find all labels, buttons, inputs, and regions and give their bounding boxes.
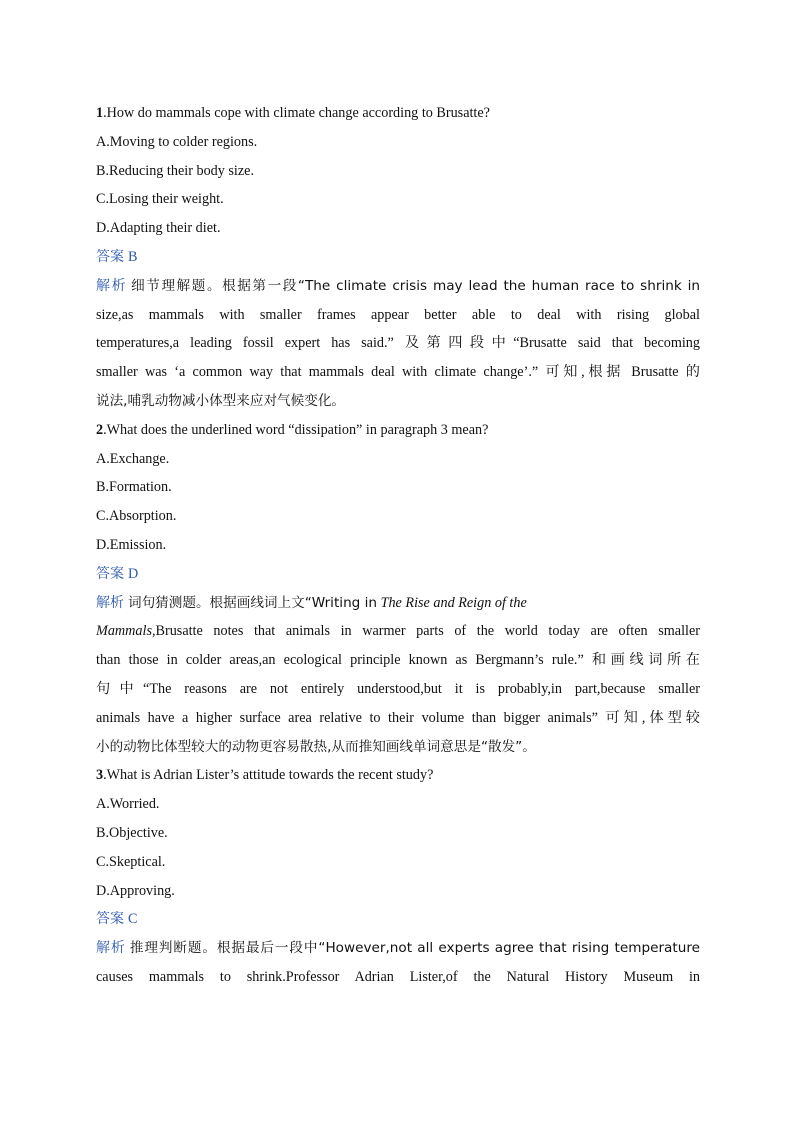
question-1-option-a: A.Moving to colder regions. xyxy=(96,133,258,150)
answer-label: 答案 xyxy=(96,911,124,928)
analysis-text: ,Brusatte notes that animals in warmer parts of the world today are often smaller xyxy=(151,623,700,640)
question-2-option-a: A.Exchange. xyxy=(96,450,170,467)
question-1-text: .How do mammals cope with climate change according to Brusatte? xyxy=(103,105,490,121)
analysis-label: 解析 xyxy=(96,594,124,611)
question-2-analysis-line-6: 小的动物比体型较大的动物更容易散热,从而推知画线单词意思是“散发”。 xyxy=(96,738,536,755)
question-1-analysis-line-3: temperatures,a leading fossil expert has said.” 及第四段中“Brusatte said that becoming xyxy=(96,335,700,352)
answer-value: D xyxy=(128,565,139,582)
question-1-stem xyxy=(96,99,700,128)
question-2-analysis-line-2 xyxy=(96,617,700,646)
question-1-number: 1 xyxy=(96,105,104,121)
question-1-analysis-line-5: 说法,哺乳动物减小体型来应对气候变化。 xyxy=(96,392,346,409)
question-3-option-b: B.Objective. xyxy=(96,824,168,841)
answer-value: B xyxy=(128,248,138,265)
question-3-option-c: C.Skeptical. xyxy=(96,853,166,870)
question-2-analysis-line-4: 句中“The reasons are not entirely understood,but it is probably,in part,because smaller xyxy=(96,680,700,697)
question-2-analysis-line-5: animals have a higher surface area relative to their volume than bigger animals” 可知,体型较 xyxy=(96,709,700,726)
question-1-analysis-line-2: size,as mammals with smaller frames appear better able to deal with rising global xyxy=(96,306,700,323)
question-3-analysis-line-2: causes mammals to shrink.Professor Adrian Lister,of the Natural History Museum in xyxy=(96,968,700,985)
analysis-label: 解析 xyxy=(96,277,128,294)
question-1-answer xyxy=(96,243,700,272)
question-2-number: 2 xyxy=(96,421,104,438)
question-2-stem xyxy=(96,416,700,445)
question-3-number: 3 xyxy=(96,767,104,784)
answer-value: C xyxy=(128,911,138,928)
analysis-text: 推理判断题。根据最后一段中“However,not all experts agree that rising temperature xyxy=(129,940,700,957)
question-3-option-d: D.Approving. xyxy=(96,882,175,899)
analysis-label: 解析 xyxy=(96,940,126,957)
question-1-option-b: B.Reducing their body size. xyxy=(96,162,255,179)
answer-label: 答案 xyxy=(96,565,124,582)
question-1-option-c: C.Losing their weight. xyxy=(96,191,224,208)
analysis-text-italic: Mammals xyxy=(96,623,152,640)
question-2-text: .What does the underlined word “dissipation” in paragraph 3 mean? xyxy=(103,421,489,438)
analysis-text: 细节理解题。根据第一段“The climate crisis may lead the human race to shrink in xyxy=(131,277,700,294)
question-3-text: .What is Adrian Lister’s attitude towards the recent study? xyxy=(103,767,434,784)
question-3-answer xyxy=(96,905,700,934)
question-2-answer xyxy=(96,560,700,589)
question-3-option-a: A.Worried. xyxy=(96,796,160,813)
question-2-analysis-line-1 xyxy=(96,589,700,618)
analysis-text: 词句猜测题。根据画线词上文“Writing in xyxy=(128,594,378,611)
book-title: The Rise and Reign of the xyxy=(380,594,527,611)
question-2-option-c: C.Absorption. xyxy=(96,508,177,525)
question-2-option-b: B.Formation. xyxy=(96,479,172,496)
question-3-analysis-line-1 xyxy=(96,934,700,963)
question-2-option-d: D.Emission. xyxy=(96,536,167,553)
question-1-option-d: D.Adapting their diet. xyxy=(96,220,221,237)
question-2-analysis-line-3: than those in colder areas,an ecological principle known as Bergmann’s rule.” 和画线词所在 xyxy=(96,652,700,669)
question-3-stem xyxy=(96,761,700,790)
answer-label: 答案 xyxy=(96,248,124,265)
question-1-analysis-line-1 xyxy=(96,272,700,301)
question-1-analysis-line-4: smaller was ‘a common way that mammals deal with climate change’.” 可知,根据 Brusatte 的 xyxy=(96,364,700,381)
document-page xyxy=(96,99,700,992)
